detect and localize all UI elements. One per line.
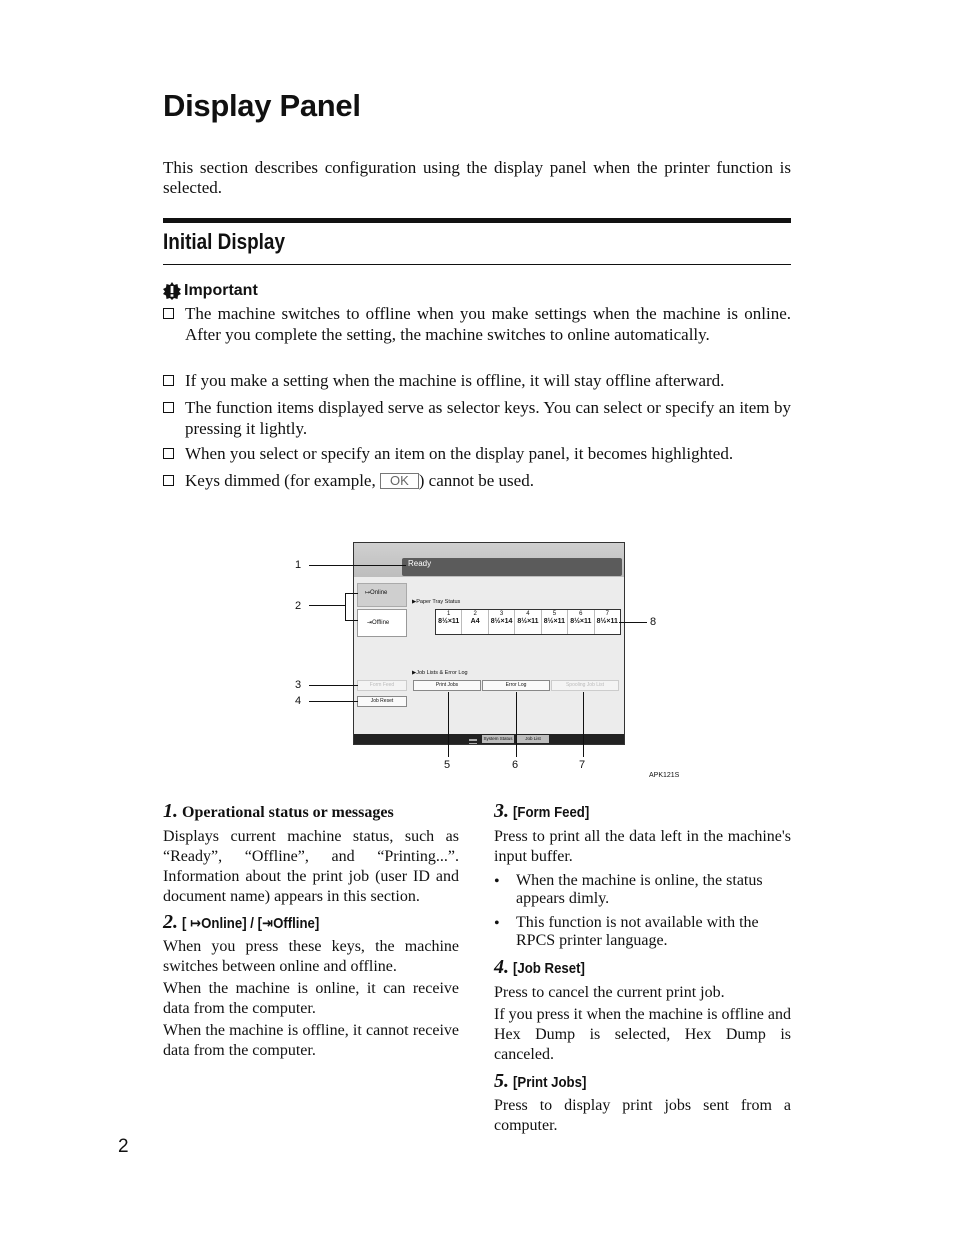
callout-bracket xyxy=(345,593,358,594)
tray-item: 3 8½×14 xyxy=(489,610,515,634)
tray-item: 2 A4 xyxy=(462,610,488,634)
item-paragraph: Press to display print jobs sent from a computer. xyxy=(494,1097,791,1134)
important-label: Important xyxy=(184,282,258,299)
section-rule xyxy=(163,218,791,223)
important-item xyxy=(163,398,791,439)
callout-number: 7 xyxy=(579,759,586,771)
item-paragraph: When the machine is offline, it cannot receive data from the computer. xyxy=(163,1022,459,1059)
callout-number: 1 xyxy=(295,559,302,571)
paper-tray-label: ▶Paper Tray Status xyxy=(412,599,461,605)
page-title: Display Panel xyxy=(163,88,361,123)
tray-item: 4 8½×11 xyxy=(515,610,541,634)
checkbox-icon xyxy=(163,308,174,319)
item-paragraph: Displays current machine status, such as “Ready”, “Offline”, and “Printing...”. Information about the print job (user ID and document name) appears in this section. xyxy=(163,828,459,905)
triangle-icon: ▶ xyxy=(412,670,417,676)
figure-code: APK121S xyxy=(649,772,680,779)
system-status-button[interactable]: System Status xyxy=(483,736,513,741)
callout-line xyxy=(516,692,517,757)
job-lists-label: ▶Job Lists & Error Log xyxy=(412,670,468,676)
offline-button-label: ⇥Offline xyxy=(367,620,390,626)
online-arrow-icon: ↦ xyxy=(365,590,371,596)
page-number: 2 xyxy=(118,1136,129,1157)
important-icon xyxy=(163,282,181,300)
important-item xyxy=(163,444,791,465)
important-item xyxy=(163,304,791,345)
status-lamp-icon xyxy=(468,734,478,744)
important-item xyxy=(163,371,791,392)
important-item xyxy=(163,471,791,492)
callout-number: 6 xyxy=(512,759,519,771)
item-paragraph: When the machine is online, it can receive data from the computer. xyxy=(163,980,459,1017)
tray-item: 1 8½×11 xyxy=(436,610,462,634)
bullet-dot-icon: • xyxy=(494,873,500,890)
item-heading: 4. [Job Reset] xyxy=(494,956,585,978)
checkbox-icon xyxy=(163,475,174,486)
section-underline xyxy=(163,264,791,265)
important-heading xyxy=(163,282,258,300)
important-item-text: When you select or specify an item on the display panel, it becomes highlighted. xyxy=(185,444,734,463)
tray-item: 7 8½×11 xyxy=(596,611,618,625)
callout-line xyxy=(583,692,584,757)
callout-number: 4 xyxy=(295,695,302,707)
checkbox-icon xyxy=(163,448,174,459)
form-feed-button[interactable]: Form Feed xyxy=(357,680,407,691)
intro-paragraph: This section describes configuration using the display panel when the printer function is selected. xyxy=(163,158,791,197)
triangle-icon: ▶ xyxy=(412,599,417,605)
item-paragraph: Press to cancel the current print job. xyxy=(494,984,725,1001)
item-paragraph: Press to print all the data left in the machine's input buffer. xyxy=(494,828,791,865)
item-heading: 3. [Form Feed] xyxy=(494,800,590,822)
item-bullet: This function is not available with the RPCS printer language. xyxy=(516,914,759,949)
ok-key-example: OK xyxy=(380,473,419,489)
online-arrow-icon: ↦ xyxy=(190,915,202,932)
job-list-button[interactable]: Job List xyxy=(517,735,549,743)
callout-number: 2 xyxy=(295,600,302,612)
offline-arrow-icon: ⇥ xyxy=(367,620,373,626)
callout-number: 3 xyxy=(295,679,302,691)
display-panel-screen xyxy=(353,542,625,745)
bullet-dot-icon: • xyxy=(494,915,500,932)
item-paragraph: If you press it when the machine is offline and Hex Dump is selected, Hex Dump is canceled. xyxy=(494,1006,791,1063)
callout-bracket xyxy=(345,620,358,621)
section-heading: Initial Display xyxy=(163,229,285,254)
status-bar xyxy=(402,558,622,576)
checkbox-icon xyxy=(163,375,174,386)
offline-arrow-icon: ⇥ xyxy=(262,915,274,932)
item-paragraph: When you press these keys, the machine switches between online and offline. xyxy=(163,938,459,975)
important-item-text: If you make a setting when the machine is offline, it will stay offline afterward. xyxy=(185,371,725,390)
callout-line xyxy=(309,701,358,702)
print-jobs-button[interactable]: Print Jobs xyxy=(413,680,481,691)
tray-item: 5 8½×11 xyxy=(542,610,568,634)
important-item-text: Keys dimmed (for example, OK ) cannot be used. xyxy=(185,471,534,490)
status-text: Ready xyxy=(408,559,432,568)
callout-number: 5 xyxy=(444,759,451,771)
tray-item: 6 8½×11 xyxy=(568,610,594,634)
error-log-button[interactable]: Error Log xyxy=(482,680,550,691)
spooling-job-list-button[interactable]: Spooling Job List xyxy=(551,680,619,691)
callout-number: 8 xyxy=(650,616,657,628)
callout-line xyxy=(309,685,358,686)
item-bullet: When the machine is online, the status appears dimly. xyxy=(516,872,763,907)
item-heading: 1. Operational status or messages xyxy=(163,800,394,822)
callout-line xyxy=(309,605,345,606)
callout-line xyxy=(309,565,406,566)
important-item-text: The machine switches to offline when you make settings when the machine is online. After you complete the setting, the machine switches to online automatically. xyxy=(185,304,791,344)
callout-bracket xyxy=(345,593,346,621)
callout-line xyxy=(448,692,449,757)
job-reset-button[interactable]: Job Reset xyxy=(357,696,407,707)
paper-tray-panel xyxy=(435,609,621,635)
online-button-label: ↦Online xyxy=(365,590,388,596)
item-heading: 2. [ ↦Online] / [⇥Offline] xyxy=(163,911,320,933)
item-heading: 5. [Print Jobs] xyxy=(494,1070,587,1092)
callout-line xyxy=(619,622,647,623)
important-item-text: The function items displayed serve as selector keys. You can select or specify an item by pressing it lightly. xyxy=(185,398,791,438)
checkbox-icon xyxy=(163,402,174,413)
